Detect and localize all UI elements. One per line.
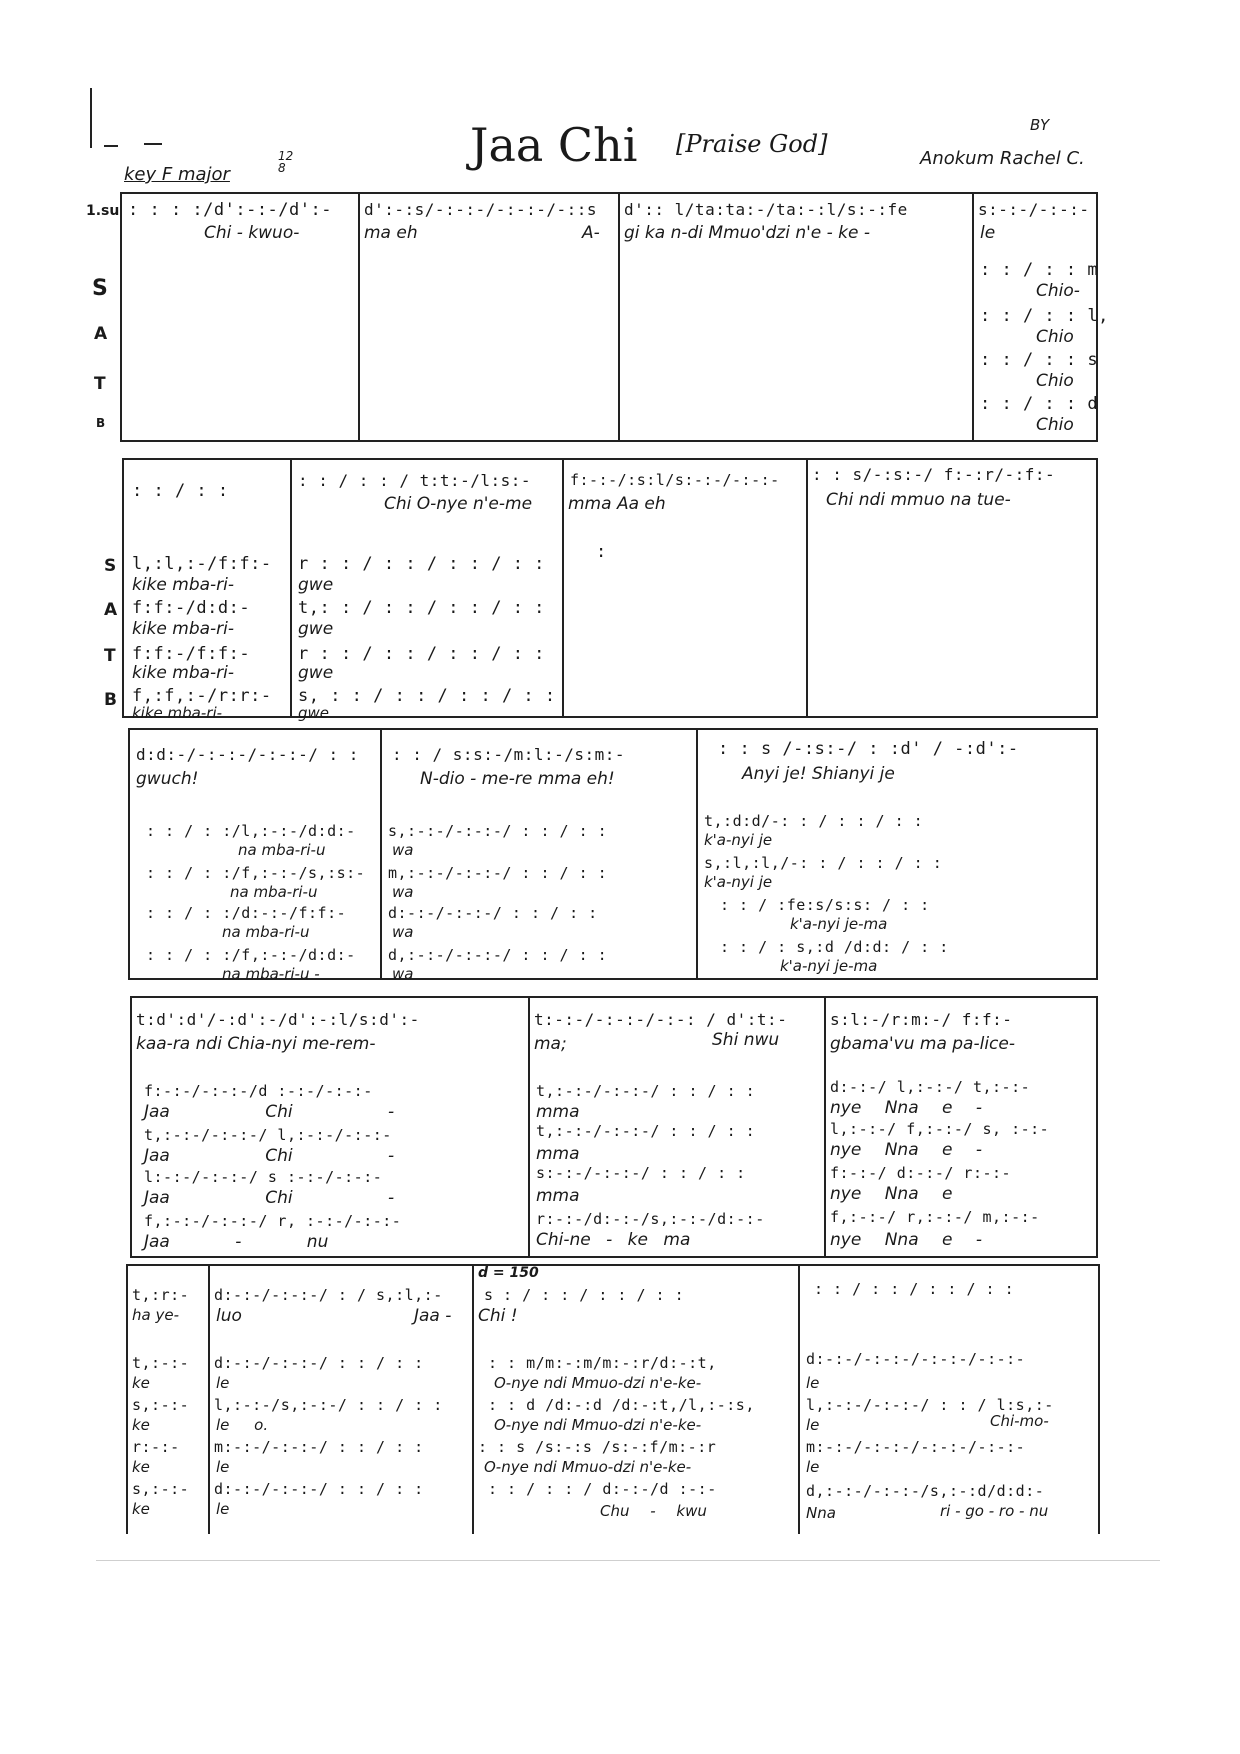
sys2-b-lyrics: kike mba-ri- — [132, 704, 223, 722]
sys1-part-a-lyrics: Chio — [1036, 327, 1074, 347]
sys5-t-lyrics-2: le — [216, 1458, 230, 1476]
sys4-t-lyrics-3: nye Nna e — [830, 1184, 953, 1204]
sys4-a-solfa-3: l,:-:-/ f,:-:-/ s, :-:- — [830, 1120, 1050, 1138]
sys5-s-lyrics-2: le — [216, 1374, 230, 1392]
sys4-s-lyrics-2: mma — [536, 1102, 580, 1122]
sys4-c3-solfa: s:l:-/r:m:-/ f:f:- — [830, 1010, 1013, 1029]
sys3-c3-solfa: : : s /-:s:-/ : :d' / -:d':- — [718, 739, 1019, 759]
sys3-right-s-solfa: t,:d:d/-: : / : : / : : — [704, 812, 924, 830]
sys5-t-solfa: r:-:- — [132, 1438, 180, 1456]
sys4-a-lyrics-2: mma — [536, 1144, 580, 1164]
sys2-t-lyrics-2: gwe — [298, 663, 334, 683]
page-fold-line — [96, 1560, 1160, 1561]
sys2-b-lyrics-2: gwe — [298, 704, 330, 722]
sys4-c2-lyrics: ma; — [534, 1034, 567, 1054]
sys3-b-solfa-2: d,:-:-/-:-:-/ : : / : : — [388, 946, 608, 964]
sys3-s-lyrics: na mba-ri-u — [238, 841, 326, 859]
sys5-left-edge — [126, 1264, 128, 1534]
sys3-bar-2 — [696, 728, 698, 980]
left-margin-dash-2 — [144, 143, 162, 145]
left-margin-dash — [104, 145, 118, 147]
composer-name: Anokum Rachel C. — [920, 148, 1085, 169]
sys3-s-solfa-2: s,:-:-/-:-:-/ : : / : : — [388, 822, 608, 840]
sys5-a-solfa: s,:-:- — [132, 1396, 190, 1414]
sys5-t-solfa-2: m:-:-/-:-:-/ : : / : : — [214, 1438, 424, 1456]
sys1-c2-solfa: d':-:s/-:-:-/-:-:-/-::s — [364, 200, 598, 219]
sys5-c1-solfa: t,:r:- — [132, 1286, 190, 1304]
sys2-c1-solfa: : : / : : — [132, 481, 229, 501]
sys5-a-solfa-4: l,:-:-/-:-:-/ : : / l:s,:- — [806, 1396, 1054, 1414]
sys3-a-lyrics-2: wa — [392, 883, 414, 901]
sys4-t-lyrics: Jaa Chi - — [144, 1188, 395, 1208]
sys1-bar-2 — [618, 192, 620, 442]
sys3-right-b-solfa: : : / : s,:d /d:d: / : : — [720, 938, 949, 956]
sys3-right-b-lyrics: k'a-nyi je-ma — [780, 957, 878, 975]
sys5-b-lyrics-4: Nna — [806, 1504, 836, 1522]
sys5-b-lyrics-4b: ri - go - ro - nu — [940, 1502, 1049, 1520]
sys1-c4-solfa: s:-:-/-:-:- — [978, 200, 1090, 219]
sys3-a-lyrics: na mba-ri-u — [230, 883, 318, 901]
sys1-c2-lyrics-2: A- — [582, 223, 600, 243]
sys2-s-solfa-2: r : : / : : / : : / : : — [298, 554, 545, 574]
sys3-t-solfa-2: d:-:-/-:-:-/ : : / : : — [388, 904, 598, 922]
sys2-c3-solfa: f:-:-/:s:l/s:-:-/-:-:- — [570, 471, 780, 489]
sys4-c2-solfa: t:-:-/-:-:-/-:-: / d':t:- — [534, 1010, 788, 1029]
sys2-voice-b: B — [104, 690, 117, 710]
sys4-s-lyrics-3: nye Nna e - — [830, 1098, 983, 1118]
sys1-c1-solfa: : : : :/d':-:-/d':- — [128, 200, 332, 220]
sys5-right-edge — [1098, 1264, 1100, 1534]
sys5-s-lyrics: ke — [132, 1374, 150, 1392]
by-label: BY — [1030, 116, 1050, 134]
sys5-s-lyrics-3: O-nye ndi Mmuo-dzi n'e-ke- — [494, 1374, 702, 1392]
sys2-c4-solfa: : : s/-:s:-/ f:-:r/-:f:- — [812, 465, 1056, 484]
sys5-a-solfa-2: l,:-:-/s,:-:-/ : : / : : — [214, 1396, 443, 1414]
sys4-b-lyrics-3: nye Nna e - — [830, 1230, 983, 1250]
voice-label-t: T — [94, 374, 106, 394]
sys5-t-lyrics-3: O-nye ndi Mmuo-dzi n'e-ke- — [484, 1458, 692, 1476]
sys3-t-solfa: : : / : :/d:-:-/f:f:- — [146, 904, 347, 922]
sys4-c1-solfa: t:d':d'/-:d':-/d':-:l/s:d':- — [136, 1010, 420, 1029]
sys4-c3-lyrics: gbama'vu ma pa-lice- — [830, 1034, 1015, 1054]
sys5-s-solfa-3: : : m/m:-:m/m:-:r/d:-:t, — [488, 1354, 717, 1372]
sys3-b-lyrics: na mba-ri-u - — [222, 965, 320, 983]
sys5-s-solfa: t,:-:- — [132, 1354, 190, 1372]
sys5-c2-solfa: d:-:-/-:-:-/ : / s,:l,:- — [214, 1286, 443, 1304]
sys2-s-solfa: l,:l,:-/f:f:- — [132, 554, 272, 574]
sys5-a-lyrics-4: le — [806, 1416, 820, 1434]
sys3-c1-solfa: d:d:-/-:-:-/-:-:-/ : : — [136, 745, 359, 764]
sys4-t-solfa: l:-:-/-:-:-/ s :-:-/-:-:- — [144, 1168, 383, 1186]
sys2-bar-1 — [290, 458, 292, 718]
sys3-bar-1 — [380, 728, 382, 980]
sys1-c3-solfa: d':: l/ta:ta:-/ta:-:l/s:-:fe — [624, 200, 908, 219]
sys1-part-b-solfa: : : / : : d — [980, 394, 1099, 414]
sys3-right-a-lyrics: k'a-nyi je — [704, 873, 773, 891]
sys3-right-s-lyrics: k'a-nyi je — [704, 831, 773, 849]
sys2-a-lyrics: kike mba-ri- — [132, 619, 235, 639]
sys3-s-solfa: : : / : :/l,:-:-/d:d:- — [146, 822, 356, 840]
sys4-b-solfa-2: r:-:-/d:-:-/s,:-:-/d:-:- — [536, 1210, 765, 1228]
sys5-c4-solfa: : : / : : / : : / : : — [814, 1280, 1015, 1298]
sys2-s-lyrics-2: gwe — [298, 575, 334, 595]
sys3-a-solfa: : : / : :/f,:-:-/s,:s:- — [146, 864, 366, 882]
sys5-a-solfa-3: : : d /d:-:d /d:-:t,/l,:-:s, — [488, 1396, 755, 1414]
sys3-t-lyrics: na mba-ri-u — [222, 923, 310, 941]
sys4-t-solfa-3: f:-:-/ d:-:-/ r:-:- — [830, 1164, 1012, 1182]
sys1-c2-lyrics: ma eh — [364, 223, 418, 243]
sys3-c1-lyrics: gwuch! — [136, 769, 199, 789]
key-signature: key F major — [124, 164, 230, 185]
sys5-b-solfa-3: : : / : : / d:-:-/d :-:- — [488, 1480, 717, 1498]
sys4-c2-lyrics-2: Shi nwu — [712, 1030, 780, 1050]
sys5-s-lyrics-4: le — [806, 1374, 820, 1392]
sys2-c3-lyrics: mma Aa eh — [568, 494, 666, 514]
sys2-bar-3 — [806, 458, 808, 718]
sys3-s-lyrics-2: wa — [392, 841, 414, 859]
sys2-voice-a: A — [104, 600, 118, 620]
sys5-b-solfa-4: d,:-:-/-:-:-/s,:-:d/d:d:- — [806, 1482, 1045, 1500]
sys4-a-lyrics-3: nye Nna e - — [830, 1140, 983, 1160]
sys2-c2-lyrics: Chi O-nye n'e-me — [384, 494, 533, 514]
sys2-b-solfa: f,:f,:-/r:r:- — [132, 686, 272, 706]
sys4-a-solfa-2: t,:-:-/-:-:-/ : : / : : — [536, 1122, 756, 1140]
sys2-t-lyrics: kike mba-ri- — [132, 663, 235, 683]
sys2-a-solfa: f:f:-/d:d:- — [132, 598, 251, 618]
sys4-s-lyrics: Jaa Chi - — [144, 1102, 395, 1122]
sys5-s-solfa-2: d:-:-/-:-:-/ : : / : : — [214, 1354, 424, 1372]
sys5-bar-1 — [208, 1264, 210, 1534]
sys1-c1-lyrics: Chi - kwuo- — [204, 223, 300, 243]
sys1-bar-3 — [972, 192, 974, 442]
voice-label-b: B — [96, 416, 106, 430]
sys4-t-solfa-2: s:-:-/-:-:-/ : : / : : — [536, 1164, 746, 1182]
sys4-bar-2 — [824, 996, 826, 1258]
sys2-t-solfa: f:f:-/f:f:- — [132, 644, 251, 664]
sys5-bar-2 — [472, 1264, 474, 1534]
sys5-c2-lyrics: luo — [216, 1306, 242, 1326]
sys3-c2-lyrics: N-dio - me-re mma eh! — [420, 769, 615, 789]
sys5-a-lyrics: ke — [132, 1416, 150, 1434]
left-margin-line — [90, 88, 92, 148]
sys5-tempo-mark: d = 150 — [478, 1265, 539, 1281]
sys5-b-lyrics: ke — [132, 1500, 150, 1518]
sys3-t-lyrics-2: wa — [392, 923, 414, 941]
voice-label-1su: 1.su — [86, 203, 120, 219]
sys4-b-solfa: f,:-:-/-:-:-/ r, :-:-/-:-:- — [144, 1212, 402, 1230]
sys5-t-solfa-3: : : s /s:-:s /s:-:f/m:-:r — [478, 1438, 717, 1456]
sys3-b-solfa: : : / : :/f,:-:-/d:d:- — [146, 946, 356, 964]
sys2-c4-lyrics: Chi ndi mmuo na tue- — [826, 490, 1011, 510]
sys3-right-a-solfa: s,:l,:l,/-: : / : : / : : — [704, 854, 943, 872]
sys1-part-b-lyrics: Chio — [1036, 415, 1074, 435]
sys1-c3-lyrics: gi ka n-di Mmuo'dzi n'e - ke - — [624, 223, 871, 243]
sys4-b-lyrics: Jaa - nu — [144, 1232, 329, 1252]
time-signature: 12 8 — [278, 149, 294, 175]
sys5-b-lyrics-2: le — [216, 1500, 230, 1518]
sys5-c2-lyrics-2: Jaa - — [414, 1306, 452, 1326]
sys1-part-s-solfa: : : / : : m — [980, 260, 1099, 280]
sys5-s-solfa-4: d:-:-/-:-:-/-:-:-/-:-:- — [806, 1350, 1026, 1368]
sys2-c3-mark: : — [596, 542, 607, 562]
sys4-s-solfa-2: t,:-:-/-:-:-/ : : / : : — [536, 1082, 756, 1100]
sys5-t-solfa-4: m:-:-/-:-:-/-:-:-/-:-:- — [806, 1438, 1026, 1456]
sys5-b-solfa: s,:-:- — [132, 1480, 190, 1498]
sys3-c2-solfa: : : / s:s:-/m:l:-/s:m:- — [392, 745, 626, 764]
sys5-a-lyrics-3: O-nye ndi Mmuo-dzi n'e-ke- — [494, 1416, 702, 1434]
sys5-top-line — [126, 1264, 1100, 1266]
sys1-part-s-lyrics: Chio- — [1036, 281, 1080, 301]
sys5-b-lyrics-3: Chu - kwu — [600, 1502, 707, 1520]
sys2-bar-2 — [562, 458, 564, 718]
sys1-part-t-solfa: : : / : : s — [980, 350, 1099, 370]
sys5-a-lyrics-2: le o. — [216, 1416, 269, 1434]
sys1-part-t-lyrics: Chio — [1036, 371, 1074, 391]
song-subtitle: [Praise God] — [676, 130, 828, 158]
sys2-t-solfa-2: r : : / : : / : : / : : — [298, 644, 545, 664]
voice-label-s: S — [92, 276, 108, 301]
sys3-b-lyrics-2: wa — [392, 965, 414, 983]
voice-label-a: A — [94, 324, 108, 344]
sys5-t-lyrics: ke — [132, 1458, 150, 1476]
sys5-c1-lyrics: ha ye- — [132, 1306, 179, 1324]
sys4-t-lyrics-2: mma — [536, 1186, 580, 1206]
sys5-bar-3 — [798, 1264, 800, 1534]
sys1-bar-1 — [358, 192, 360, 442]
sys5-c3-lyrics: Chi ! — [478, 1306, 518, 1326]
sys2-s-lyrics: kike mba-ri- — [132, 575, 235, 595]
sys3-a-solfa-2: m,:-:-/-:-:-/ : : / : : — [388, 864, 608, 882]
sys4-b-solfa-3: f,:-:-/ r,:-:-/ m,:-:- — [830, 1208, 1040, 1226]
sys4-a-lyrics: Jaa Chi - — [144, 1146, 395, 1166]
sys5-c3-solfa: s : / : : / : : / : : — [484, 1286, 685, 1304]
sys4-b-lyrics-2: Chi-ne - ke ma — [536, 1230, 691, 1250]
sys4-bar-1 — [528, 996, 530, 1258]
sys2-voice-s: S — [104, 556, 117, 576]
sys1-part-a-solfa: : : / : : l, — [980, 306, 1109, 326]
sys3-right-t-solfa: : : / :fe:s/s:s: / : : — [720, 896, 930, 914]
sys5-t-lyrics-4: le — [806, 1458, 820, 1476]
sys1-c4-lyrics: le — [980, 223, 996, 243]
sys2-b-solfa-2: s, : : / : : / : : / : : — [298, 686, 556, 706]
sys4-a-solfa: t,:-:-/-:-:-/ l,:-:-/-:-:- — [144, 1126, 392, 1144]
sys4-s-solfa-3: d:-:-/ l,:-:-/ t,:-:- — [830, 1078, 1031, 1096]
sys3-c3-lyrics: Anyi je! Shianyi je — [742, 764, 895, 784]
sys2-a-solfa-2: t,: : / : : / : : / : : — [298, 598, 545, 618]
sys4-s-solfa: f:-:-/-:-:-/d :-:-/-:-:- — [144, 1082, 373, 1100]
sys2-a-lyrics-2: gwe — [298, 619, 334, 639]
sys2-c2-solfa: : : / : : / t:t:-/l:s:- — [298, 471, 532, 490]
sys2-voice-t: T — [104, 646, 116, 666]
song-title: Jaa Chi — [470, 118, 638, 172]
sys5-b-solfa-2: d:-:-/-:-:-/ : : / : : — [214, 1480, 424, 1498]
sys5-a-lyrics-4b: Chi-mo- — [990, 1412, 1049, 1430]
sys3-right-t-lyrics: k'a-nyi je-ma — [790, 915, 888, 933]
sys4-c1-lyrics: kaa-ra ndi Chia-nyi me-rem- — [136, 1034, 376, 1054]
